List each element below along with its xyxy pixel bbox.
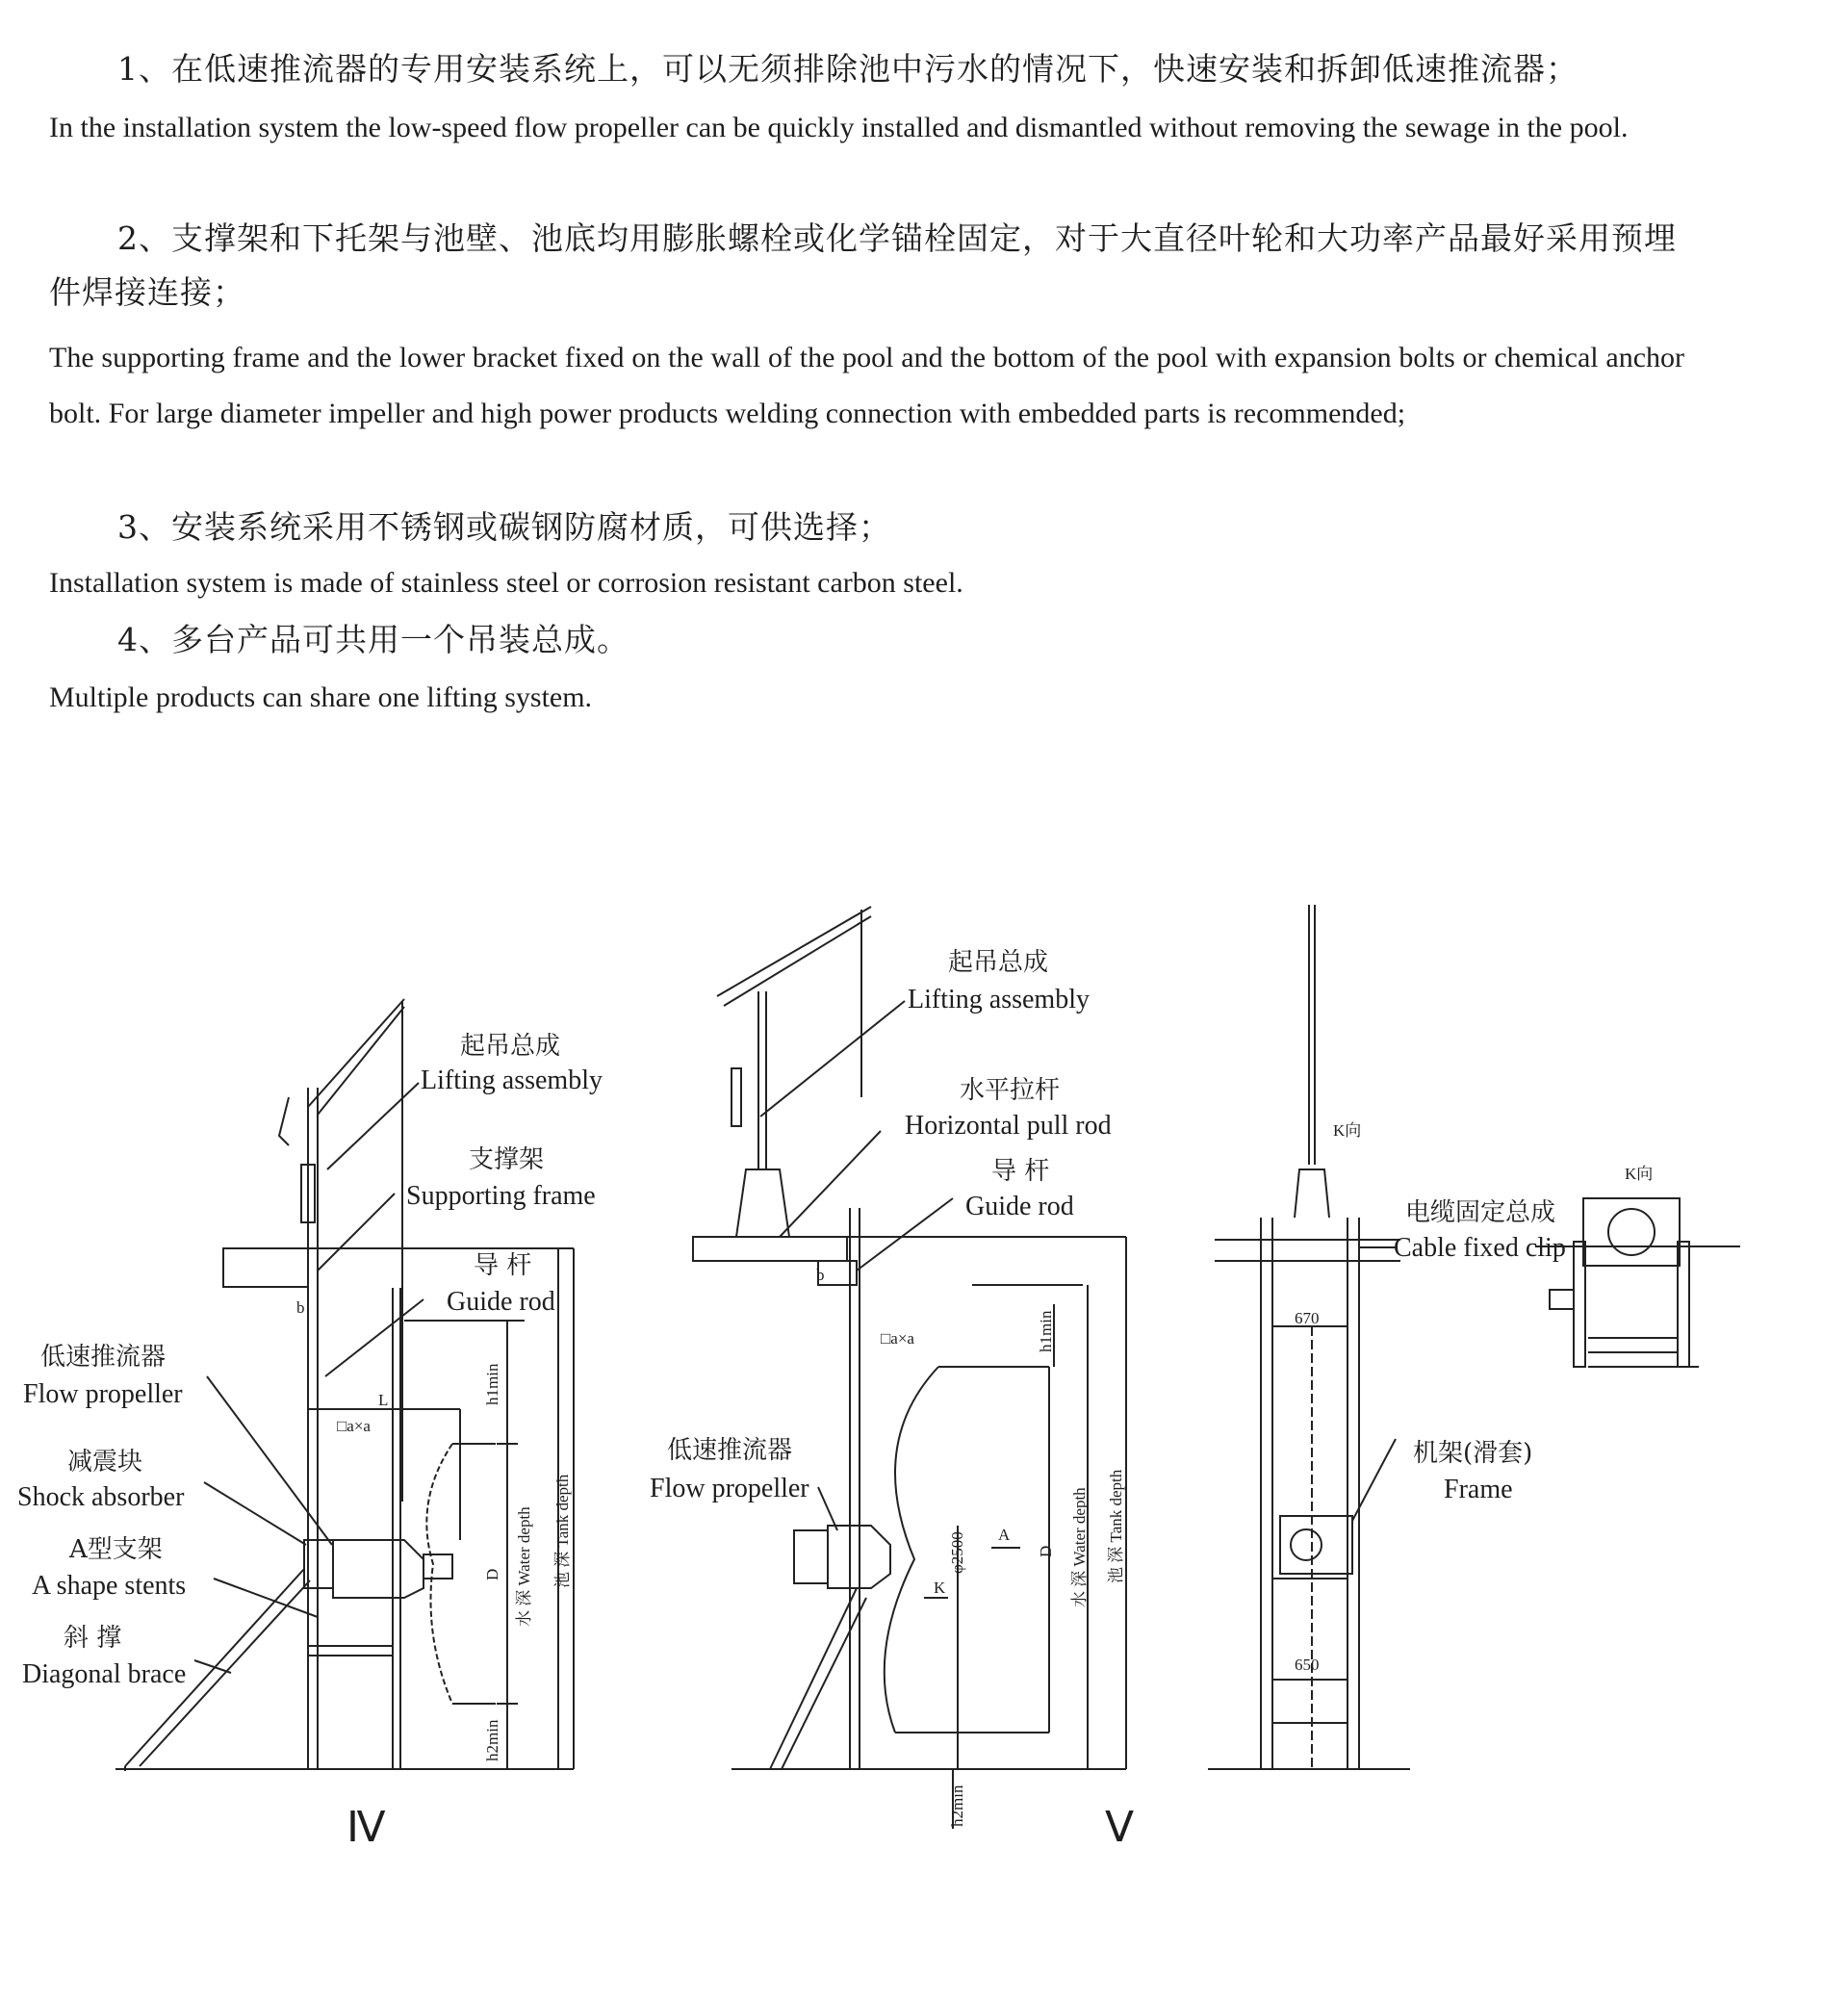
side-frame-en: Frame — [1444, 1475, 1513, 1504]
iv-dim-h1: h1min — [483, 1363, 501, 1405]
v-dim-axa: □a×a — [881, 1329, 914, 1348]
iv-brace-en: Diagonal brace — [22, 1659, 187, 1689]
v-dim-b: b — [816, 1266, 825, 1284]
v-dim-d: D — [1037, 1545, 1055, 1557]
iv-brace-zh: 斜 撑 — [64, 1624, 122, 1653]
iv-dim-axa: □a×a — [337, 1417, 371, 1435]
iv-dim-l: L — [378, 1391, 389, 1409]
iv-propeller-zh: 低速推流器 — [40, 1343, 167, 1372]
paragraph-4-zh: 4、多台产品可共用一个吊装总成。 — [117, 621, 629, 658]
v-guide-zh: 导 杆 — [991, 1157, 1050, 1186]
paragraph-2-en: The supporting frame and the lower bracket fixed on the wall of the pool and the bottom of the pool with expansion bolts or chemical anchor bolt. For large diameter impeller and high power products welding connection with embedded parts is recommended; — [49, 342, 1684, 429]
iv-guide-zh: 导 杆 — [474, 1251, 532, 1280]
iv-support-en: Supporting frame — [406, 1181, 596, 1211]
paragraph-1-zh: 1、在低速推流器的专用安装系统上，可以无须排除池中污水的情况下，快速安装和拆卸低速推流器； — [117, 50, 1578, 88]
v-tank-depth: 池 深 Tank depth — [1107, 1469, 1125, 1583]
iv-lifting-en: Lifting assembly — [421, 1066, 603, 1095]
v-lifting-en: Lifting assembly — [908, 985, 1090, 1014]
iv-tank-depth: 池 深 Tank depth — [553, 1474, 572, 1588]
v-dim-diameter: φ2500 — [948, 1531, 966, 1574]
side-kview-label: K向 — [1625, 1165, 1654, 1183]
iv-lifting-zh: 起吊总成 — [460, 1032, 561, 1061]
v-dim-a: A — [998, 1526, 1011, 1544]
v-dim-k: K — [934, 1579, 946, 1597]
figure-v-numeral: Ⅴ — [1105, 1804, 1135, 1851]
iv-astent-en: A shape stents — [32, 1571, 187, 1601]
side-kview-small: K向 — [1333, 1121, 1362, 1140]
paragraph-4-en: Multiple products can share one lifting system. — [49, 681, 593, 713]
iv-dim-d: D — [483, 1568, 501, 1580]
v-guide-en: Guide rod — [965, 1192, 1074, 1221]
iv-dim-h2: h2min — [483, 1719, 501, 1761]
v-pull-en: Horizontal pull rod — [905, 1111, 1112, 1141]
side-view-drawing — [1208, 905, 1740, 1769]
paragraph-2-zh: 2、支撑架和下托架与池壁、池底均用膨胀螺栓或化学锚栓固定，对于大直径叶轮和大功率产品最好采用预埋件焊接连接； — [49, 219, 1677, 311]
v-pull-zh: 水平拉杆 — [960, 1076, 1061, 1105]
installation-drawings — [0, 847, 1848, 2003]
v-propeller-en: Flow propeller — [650, 1474, 809, 1503]
v-propeller-zh: 低速推流器 — [667, 1436, 793, 1465]
iv-propeller-en: Flow propeller — [23, 1379, 183, 1409]
iv-water-depth: 水 深 Water depth — [515, 1506, 533, 1627]
v-dim-h2: h2min — [948, 1785, 966, 1827]
figure-iv-drawing — [116, 999, 574, 1771]
iv-shock-en: Shock absorber — [17, 1482, 185, 1512]
iv-shock-zh: 减震块 — [67, 1448, 143, 1477]
iv-support-zh: 支撑架 — [469, 1145, 545, 1174]
paragraph-3-zh: 3、安装系统采用不锈钢或碳钢防腐材质，可供选择； — [117, 508, 891, 546]
figure-iv-numeral: Ⅳ — [346, 1804, 386, 1851]
side-frame-zh: 机架(滑套) — [1413, 1439, 1533, 1468]
side-dim-670: 670 — [1295, 1309, 1320, 1327]
v-lifting-zh: 起吊总成 — [948, 948, 1049, 977]
iv-guide-en: Guide rod — [447, 1287, 555, 1317]
iv-astent-zh: A型支架 — [69, 1535, 163, 1564]
paragraph-1-en: In the installation system the low-speed flow propeller can be quickly installed and dismantled without removing the sewage in the pool. — [49, 112, 1629, 143]
side-cable-en: Cable fixed clip — [1394, 1233, 1566, 1263]
side-dim-650: 650 — [1295, 1656, 1320, 1674]
iv-dim-b: b — [296, 1298, 305, 1317]
v-water-depth: 水 深 Water depth — [1070, 1487, 1089, 1607]
v-dim-h1: h1min — [1037, 1310, 1055, 1352]
paragraph-3-en: Installation system is made of stainless steel or corrosion resistant carbon steel. — [49, 567, 963, 599]
figure-v-drawing — [693, 907, 1126, 1829]
side-cable-zh: 电缆固定总成 — [1405, 1198, 1556, 1227]
